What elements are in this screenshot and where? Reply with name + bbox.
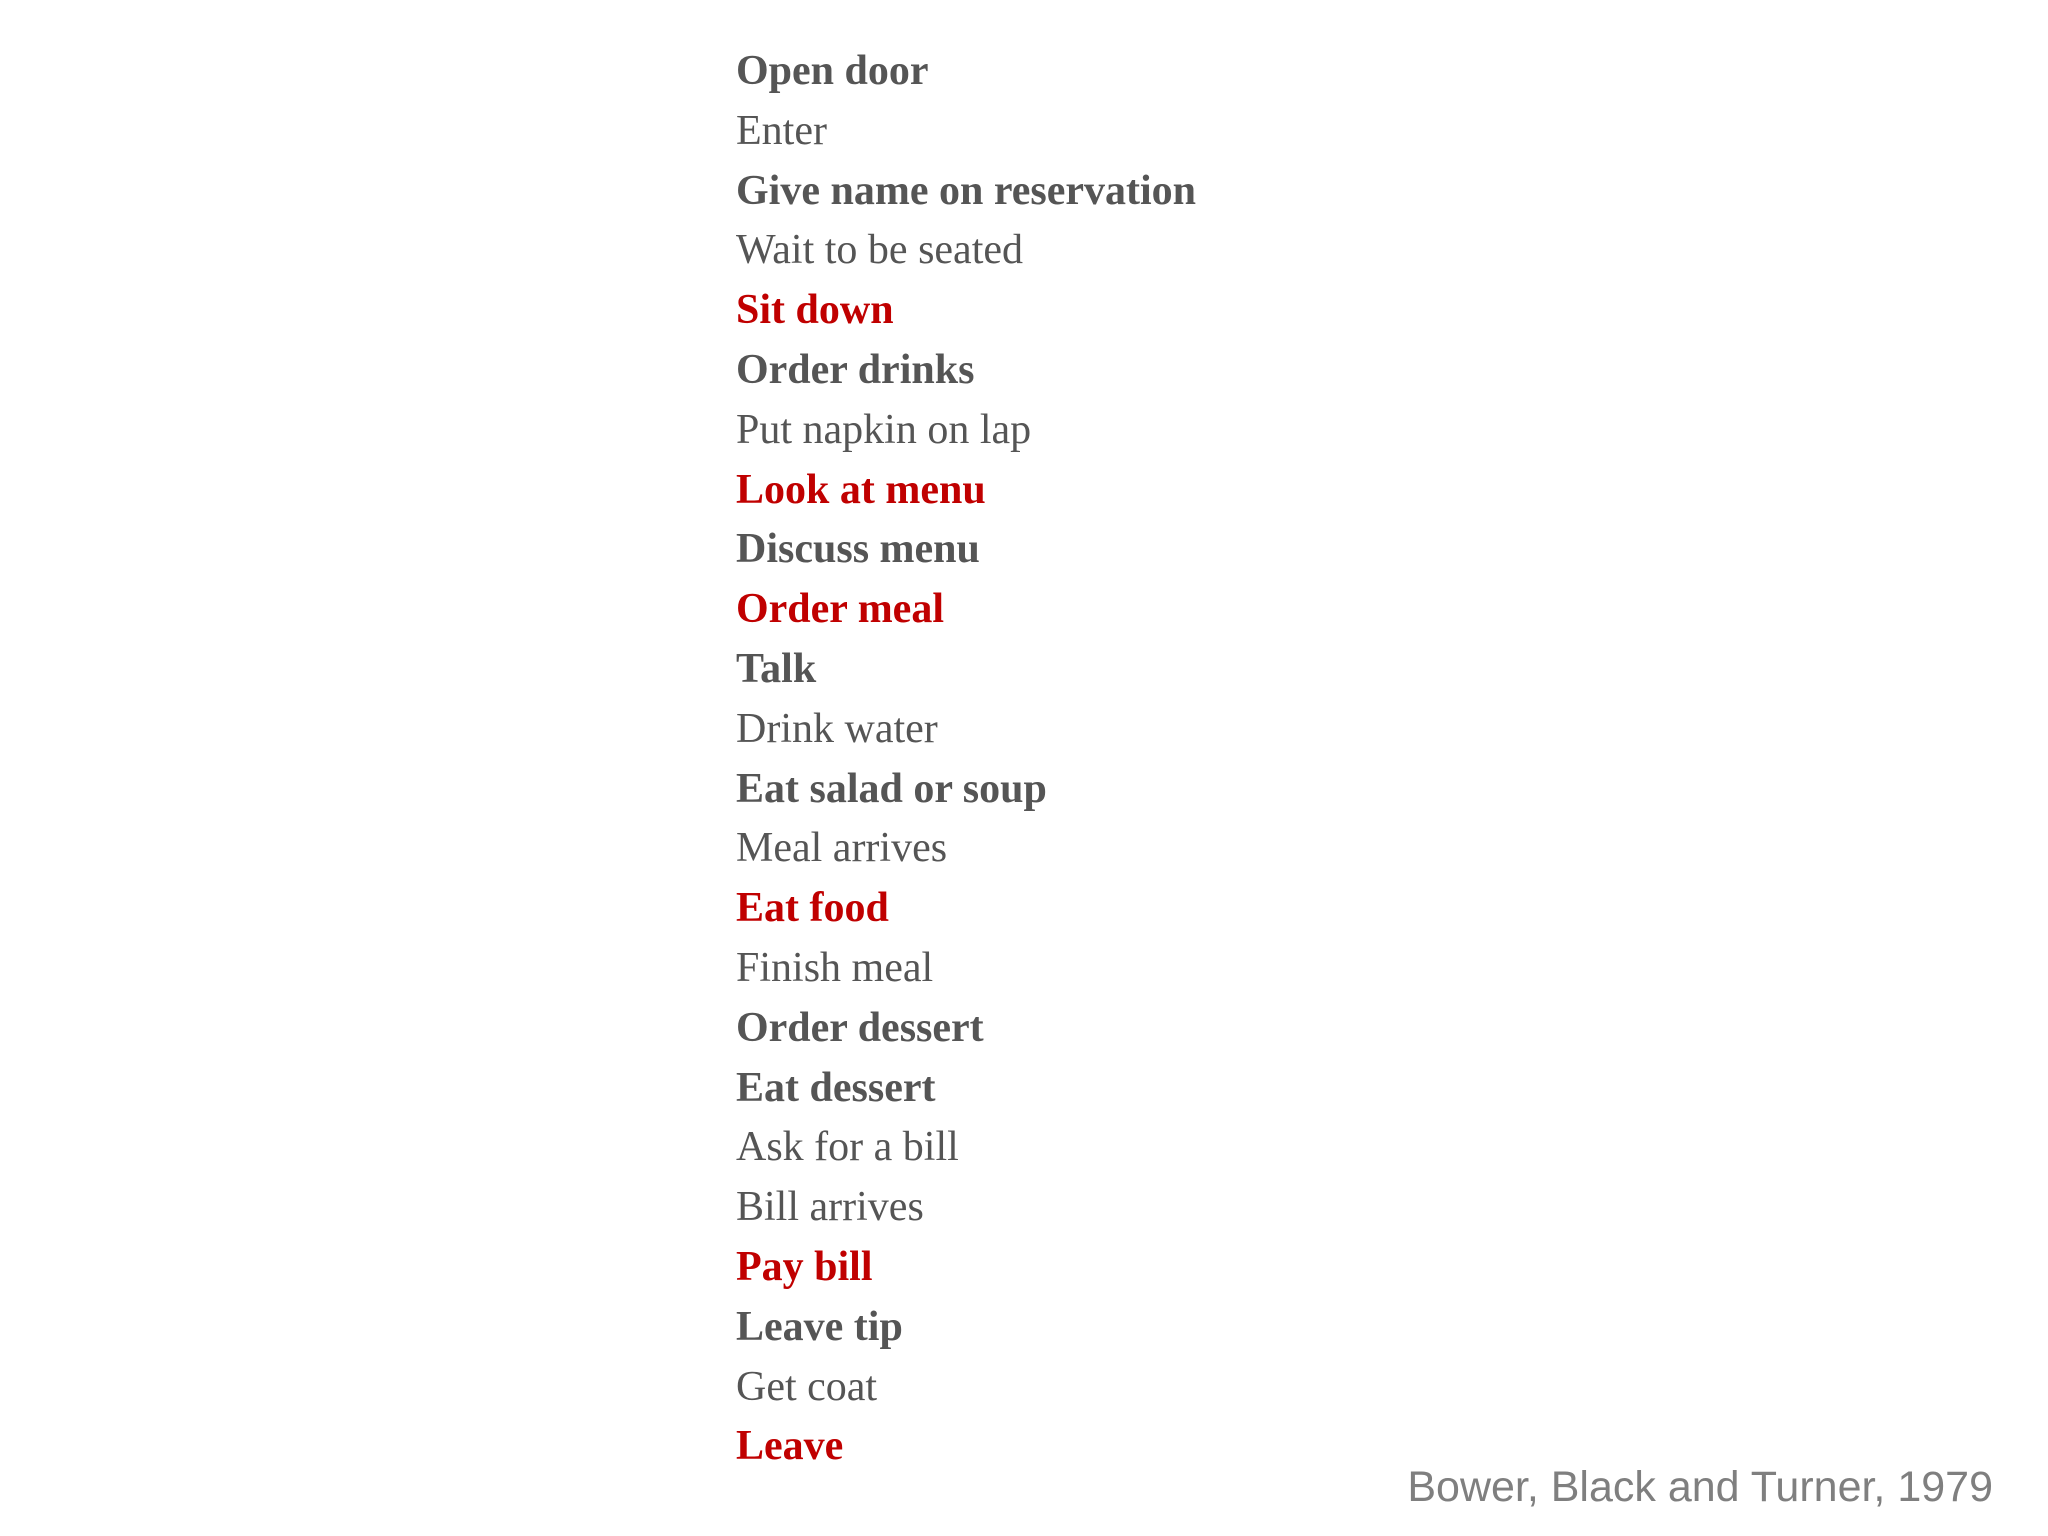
script-item: Pay bill — [736, 1243, 873, 1290]
script-item: Bill arrives — [736, 1184, 924, 1231]
script-item: Enter — [736, 107, 827, 154]
script-item: Eat dessert — [736, 1064, 936, 1111]
script-item: Look at menu — [736, 466, 986, 513]
script-item: Talk — [736, 645, 817, 692]
script-item: Open door — [736, 48, 929, 94]
script-item: Finish meal — [736, 944, 934, 991]
script-item: Order dessert — [736, 1004, 984, 1051]
script-item: Put napkin on lap — [736, 406, 1032, 453]
script-item: Get coat — [736, 1363, 878, 1410]
script-item: Discuss menu — [736, 526, 980, 573]
script-item: Eat salad or soup — [736, 765, 1047, 812]
script-item: Wait to be seated — [736, 227, 1024, 274]
script-item: Drink water — [736, 705, 938, 752]
script-item: Eat food — [736, 885, 889, 932]
script-item: Give name on reservation — [736, 167, 1196, 214]
script-item: Leave — [736, 1423, 844, 1470]
script-item: Order drinks — [736, 346, 975, 393]
script-item: Order meal — [736, 586, 944, 633]
script-item: Leave tip — [736, 1303, 903, 1350]
citation: Bower, Black and Turner, 1979 — [1407, 1463, 1993, 1511]
script-item: Ask for a bill — [736, 1124, 959, 1171]
script-item: Sit down — [736, 287, 894, 334]
restaurant-script-list — [736, 42, 1196, 1477]
script-item: Meal arrives — [736, 825, 948, 872]
